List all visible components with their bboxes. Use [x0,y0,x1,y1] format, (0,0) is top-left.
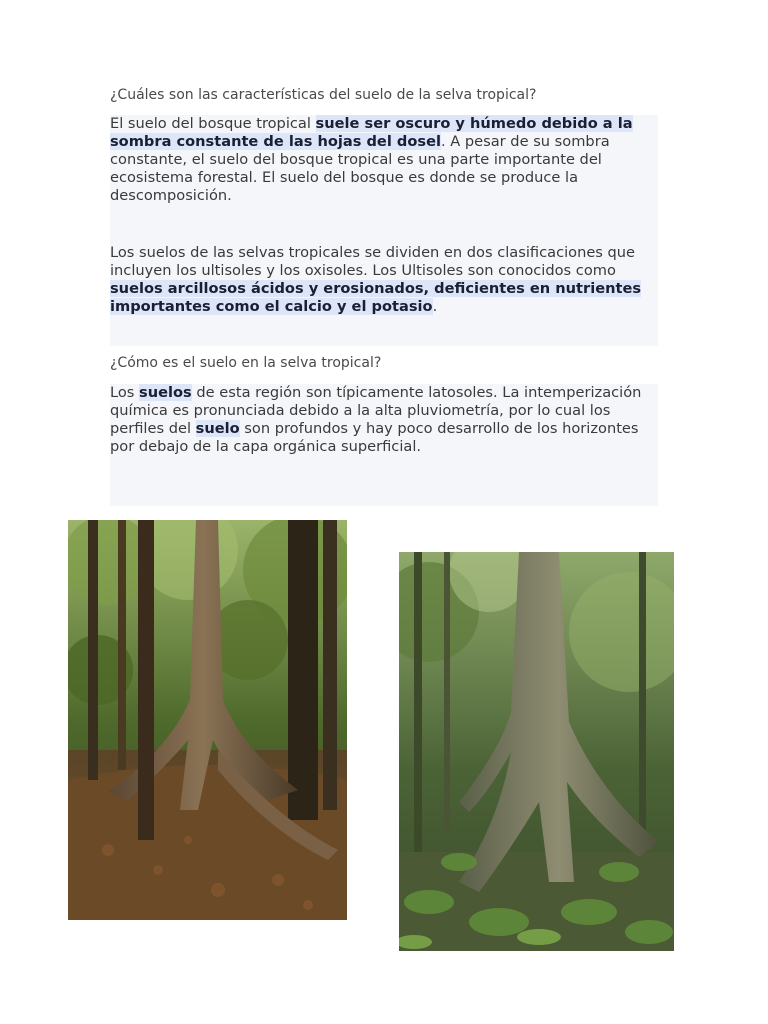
answer-1-paragraph-2 [110,244,658,316]
highlight-dosel: suele ser oscuro y húmedo debido a la sombra constante de las hojas del dosel [110,115,633,150]
text-span: son profundos y hay poco desarrollo de los horizontes por debajo de la capa orgánica superficial. [110,420,639,455]
forest-photo-left [68,520,347,920]
answer-box-2 [110,384,658,506]
text-span: Los [110,384,140,401]
text-span: . A pesar de su sombra constante, el suelo del bosque tropical es una parte importante del ecosistema forestal. El suelo del bosque es donde se produce la descomposición. [110,133,610,204]
highlight-suelos: suelos [139,384,192,401]
highlight-suelo: suelo [195,420,240,437]
text-span: Los suelos de las selvas tropicales se dividen en dos clasificaciones que incluyen los ultisoles y los oxisoles. Los Ultisoles son conocidos como [110,244,636,279]
forest-photo-right [399,552,674,951]
answer-box-1 [110,115,658,346]
answer-2-paragraph [110,384,658,456]
forest-photo-right-image [399,552,674,951]
text-span: de esta región son típicamente latosoles. La intemperización química es pronunciada debido a la alta pluviometría, por lo cual los perfiles del [110,384,642,437]
question-2: ¿Cómo es el suelo en la selva tropical? [110,355,382,371]
forest-photo-left-image [68,520,347,920]
question-1: ¿Cuáles son las características del suelo de la selva tropical? [110,87,537,103]
highlight-ultisoles: suelos arcillosos ácidos y erosionados, deficientes en nutrientes importantes como el calcio y el potasio [110,280,642,315]
answer-1-paragraph-1 [110,115,658,205]
text-span: . [432,298,438,315]
text-span: El suelo del bosque tropical [110,115,316,132]
